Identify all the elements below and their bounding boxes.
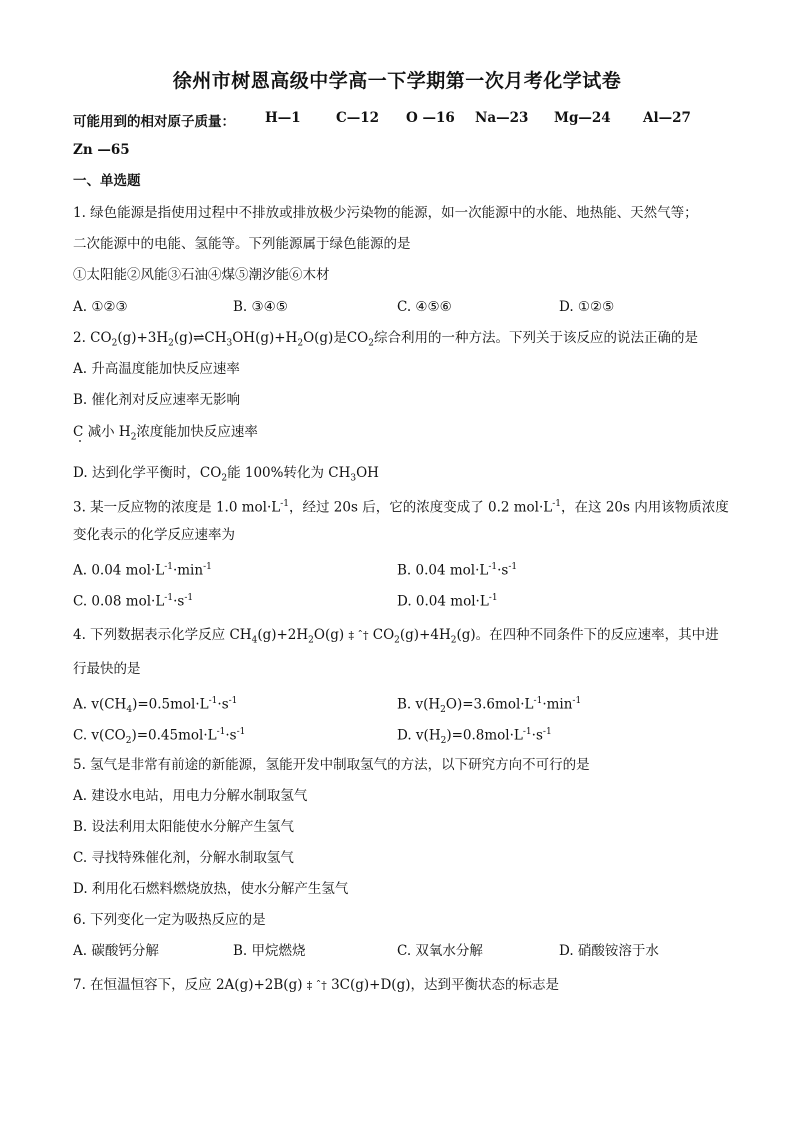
q1-stem-line1: 1. 绿色能源是指使用过程中不排放或排放极少污染物的能源，如一次能源中的水能、地热能、天然气等； [73,205,698,221]
q6-stem: 6. 下列变化一定为吸热反应的是 [73,912,266,928]
q7-stem: 7. 在恒温恒容下，反应 2A(g)+2B(g) ‡ ˆ† 3C(g)+D(g)，达到平衡状态的标志是 [73,977,559,993]
q6-option-b: B. 甲烷燃烧 [233,943,306,959]
q3-option-a: A. 0.04 $mol\cdot L^{-1}\cdot\min^{-1}$ [73,562,212,579]
q2-option-d: D. 达到化学平衡时，$CO_2$能 100%转化为 $CH_3OH$ [73,465,379,484]
q1-stem-line2: 二次能源中的电能、氢能等。下列能源属于绿色能源的是 [73,236,411,252]
reversible-arrow-icon: ‡ ˆ† [306,979,327,992]
q3-option-b: B. 0.04 $mol\cdot L^{-1}\cdot s^{-1}$ [397,562,518,579]
q4-stem-line2: 行最快的是 [73,661,141,677]
q4-stem-line1: 4. 下列数据表示化学反应 $CH_4(g)+2H_2O(g)$ ‡ ˆ† $CO_2(g)+4H_2(g)$。在四种不同条件下的反应速率，其中进 [73,627,719,646]
mass-h: H—1 [265,110,301,126]
mass-mg: Mg—24 [554,110,611,126]
q5-stem: 5. 氢气是非常有前途的新能源，氢能开发中制取氢气的方法，以下研究方向不可行的是 [73,757,590,773]
q7-equation-left: 2A(g)+2B(g) [215,977,303,993]
q3-stem-line1: 3. 某一反应物的浓度是 1.0 $mol\cdot L^{-1}$，经过 20s 后，它的浓度变成了 0.2 $mol\cdot L^{-1}$，在这 20s 内用该物质浓度 [73,499,729,516]
q1-stem-line3: ①太阳能②风能③石油④煤⑤潮汐能⑥木材 [73,267,330,283]
mass-c: C—12 [336,110,380,126]
q2-option-a: A. 升高温度能加快反应速率 [73,361,240,377]
mass-zn: Zn —65 [73,142,130,158]
q3-stem-line2: 变化表示的化学反应速率为 [73,527,235,543]
q4-option-c: C. $v(CO_2)=0.45mol\cdot L^{-1}\cdot s^{-1}$ [73,727,246,747]
q6-option-d: D. 硝酸铵溶于水 [559,943,659,959]
q1-option-d: D. ①②⑤ [559,299,615,315]
q5-option-d: D. 利用化石燃料燃烧放热，使水分解产生氢气 [73,881,349,897]
reversible-arrow-icon: ‡ ˆ† [348,629,369,642]
q5-option-c: C. 寻找特殊催化剂，分解水制取氢气 [73,850,294,866]
q7-equation-right: 3C(g)+D(g) [331,977,411,993]
q5-option-a: A. 建设水电站，用电力分解水制取氢气 [73,788,308,804]
mass-na: Na—23 [475,110,529,126]
q2-stem: 2. $CO_2(g)+3H_2(g)\rightleftharpoons CH_3OH(g)+H_2O(g)$是$CO_2$综合利用的一种方法。下列关于该反应的说法正确的是 [73,330,698,349]
q1-option-a: A. ①②③ [73,299,128,315]
atomic-mass-label: 可能用到的相对原子质量： [73,114,235,130]
q6-option-c: C. 双氧水分解 [397,943,483,959]
q4-option-a: A. $v(CH_4)=0.5mol\cdot L^{-1}\cdot s^{-1}$ [73,696,238,716]
q4-option-b: B. $v(H_2O)=3.6mol\cdot L^{-1}\cdot\min^{-1}$ [397,696,582,716]
q1-option-b: B. ③④⑤ [233,299,288,315]
q2-option-c: C 减小 $H_2$浓度能加快反应速率 [73,424,258,443]
exam-title: 徐州市树恩高级中学高一下学期第一次月考化学试卷 [172,70,622,92]
mass-o: O —16 [406,110,455,126]
q5-option-b: B. 设法利用太阳能使水分解产生氢气 [73,819,295,835]
stray-dot [79,440,81,442]
q3-option-c: C. 0.08 $mol\cdot L^{-1}\cdot s^{-1}$ [73,593,194,610]
q6-option-a: A. 碳酸钙分解 [73,943,159,959]
q2-option-b: B. 催化剂对反应速率无影响 [73,392,241,408]
section-heading: 一、单选题 [73,173,141,189]
q4-option-d: D. $v(H_2)=0.8mol\cdot L^{-1}\cdot s^{-1}$ [397,727,552,747]
q3-option-d: D. 0.04 $mol\cdot L^{-1}$ [397,593,498,610]
mass-al: Al—27 [643,110,691,126]
q1-option-c: C. ④⑤⑥ [397,299,452,315]
